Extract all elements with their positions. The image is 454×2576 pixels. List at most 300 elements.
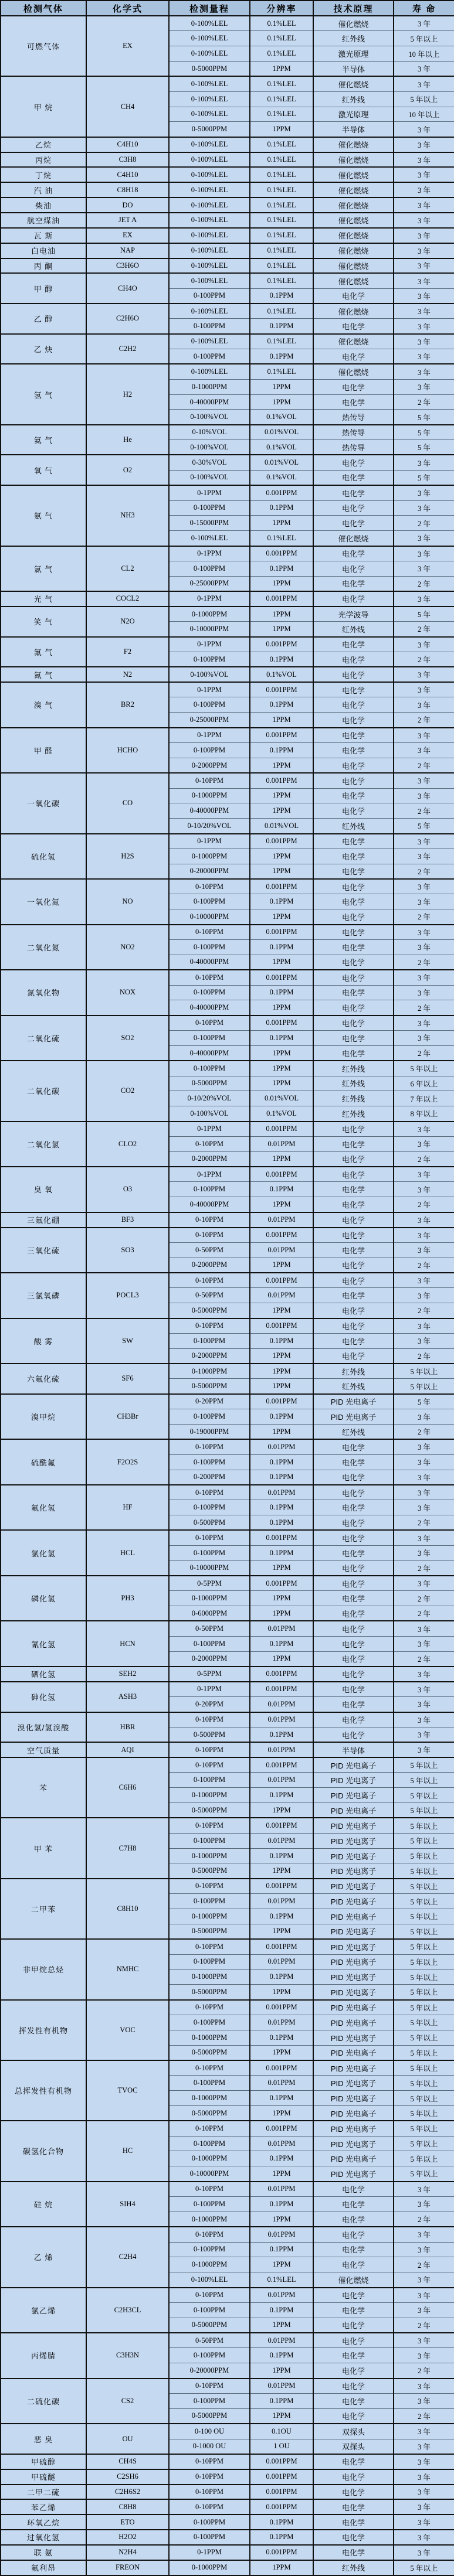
principle-cell: 热传导 xyxy=(313,410,394,425)
principle-cell: 电化学 xyxy=(313,2530,394,2545)
range-cell: 0-10PPM xyxy=(169,2121,250,2136)
resolution-cell: 0.1PPM xyxy=(250,2151,313,2166)
table-row xyxy=(1,1667,454,1682)
resolution-cell: 0.1%LEL xyxy=(250,2272,313,2288)
lifespan-cell: 3 年 xyxy=(394,243,454,258)
principle-cell: PID 光电离子 xyxy=(313,1985,394,2000)
principle-cell: 电化学 xyxy=(313,1591,394,1606)
lifespan-cell: 3 年 xyxy=(394,76,454,91)
resolution-cell: 0.1%LEL xyxy=(250,31,313,46)
range-cell: 0-5000PPM xyxy=(169,62,250,77)
table-row xyxy=(1,2560,454,2575)
range-cell: 0-100PPM xyxy=(169,1182,250,1197)
gas-name-cell: 氧 气 xyxy=(1,455,86,485)
principle-cell: 电化学 xyxy=(313,773,394,788)
principle-cell: PID 光电离子 xyxy=(313,1894,394,1909)
resolution-cell: 0.01%VOL xyxy=(250,455,313,470)
principle-cell: 电化学 xyxy=(313,909,394,925)
lifespan-cell: 3 年 xyxy=(394,1182,454,1197)
resolution-cell: 1PPM xyxy=(250,2408,313,2424)
range-cell: 0-100%LEL xyxy=(169,152,250,168)
lifespan-cell: 5 年以上 xyxy=(394,2151,454,2166)
resolution-cell: 1PPM xyxy=(250,622,313,637)
range-cell: 0-10PPM xyxy=(169,2379,250,2394)
range-cell: 0-10PPM xyxy=(169,2485,250,2500)
resolution-cell: 0.1PPM xyxy=(250,894,313,909)
range-cell: 0-1000 OU xyxy=(169,2439,250,2454)
principle-cell: 电化学 xyxy=(313,743,394,758)
lifespan-cell: 3 年 xyxy=(394,485,454,500)
range-cell: 0-1PPM xyxy=(169,1167,250,1182)
range-cell: 0-1PPM xyxy=(169,2545,250,2560)
principle-cell: 电化学 xyxy=(313,894,394,909)
lifespan-cell: 5 年以上 xyxy=(394,1818,454,1833)
range-cell: 0-5000PPM xyxy=(169,1379,250,1394)
table-row xyxy=(1,1742,454,1757)
lifespan-cell: 5 年以上 xyxy=(394,1954,454,1970)
range-cell: 0-100PPM xyxy=(169,2393,250,2408)
lifespan-cell: 5 年以上 xyxy=(394,91,454,107)
range-cell: 0-10PPM xyxy=(169,1742,250,1757)
principle-cell: 电化学 xyxy=(313,1228,394,1243)
range-cell: 0-100%LEL xyxy=(169,197,250,213)
range-cell: 0-200PPM xyxy=(169,1470,250,1485)
principle-cell: 电化学 xyxy=(313,1621,394,1636)
lifespan-cell: 2 年 xyxy=(394,1591,454,1606)
resolution-cell: 1PPM xyxy=(250,1303,313,1318)
table-row xyxy=(1,637,454,652)
formula-cell: N2O xyxy=(86,606,169,637)
lifespan-cell: 3 年 xyxy=(394,939,454,955)
principle-cell: 电化学 xyxy=(313,1273,394,1288)
lifespan-cell: 3 年 xyxy=(394,197,454,213)
formula-cell: C2H2 xyxy=(86,334,169,364)
gas-name-cell: 乙 烯 xyxy=(1,2227,86,2287)
range-cell: 0-100%LEL xyxy=(169,91,250,107)
resolution-cell: 0.001PPM xyxy=(250,879,313,894)
range-cell: 0-50PPM xyxy=(169,2333,250,2348)
lifespan-cell: 3 年 xyxy=(394,879,454,894)
gas-name-cell: 氦 气 xyxy=(1,425,86,455)
table-row xyxy=(1,182,454,197)
principle-cell: PID 光电离子 xyxy=(313,1848,394,1863)
range-cell: 0-100PPM xyxy=(169,1333,250,1348)
range-cell: 0-40000PPM xyxy=(169,1197,250,1212)
resolution-cell: 1PPM xyxy=(250,1591,313,1606)
formula-cell: BF3 xyxy=(86,1212,169,1228)
range-cell: 0-1PPM xyxy=(169,682,250,697)
principle-cell: 电化学 xyxy=(313,2182,394,2197)
range-cell: 0-10PPM xyxy=(169,2060,250,2076)
formula-cell: EX xyxy=(86,16,169,76)
range-cell: 0-20PPM xyxy=(169,1394,250,1409)
principle-cell: PID 光电离子 xyxy=(313,2166,394,2182)
lifespan-cell: 3 年 xyxy=(394,1576,454,1591)
range-cell: 0-40000PPM xyxy=(169,1045,250,1061)
lifespan-cell: 3 年 xyxy=(394,273,454,288)
gas-name-cell: 二氧化氯 xyxy=(1,1122,86,1167)
lifespan-cell: 3 年 xyxy=(394,2288,454,2303)
principle-cell: 催化燃烧 xyxy=(313,243,394,258)
principle-cell: 电化学 xyxy=(313,667,394,682)
lifespan-cell: 3 年 xyxy=(394,591,454,606)
resolution-cell: 0.1PPM xyxy=(250,1454,313,1470)
gas-name-cell: 丁烷 xyxy=(1,167,86,182)
resolution-cell: 0.001PPM xyxy=(250,591,313,606)
lifespan-cell: 3 年 xyxy=(394,985,454,1000)
range-cell: 0-100%LEL xyxy=(169,167,250,182)
range-cell: 0-100PPM xyxy=(169,1454,250,1470)
resolution-cell: 1PPM xyxy=(250,1924,313,1939)
range-cell: 0-100PPM xyxy=(169,1031,250,1046)
principle-cell: PID 光电离子 xyxy=(313,2015,394,2030)
range-cell: 0-10000PPM xyxy=(169,1560,250,1576)
range-cell: 0-10PPM xyxy=(169,1212,250,1228)
formula-cell: CH4S xyxy=(86,2454,169,2469)
gas-name-cell: 乙 醇 xyxy=(1,304,86,334)
table-row xyxy=(1,773,454,788)
principle-cell: 催化燃烧 xyxy=(313,364,394,379)
range-cell: 0-100 OU xyxy=(169,2424,250,2439)
resolution-cell: 0.01PPM xyxy=(250,2227,313,2242)
table-row xyxy=(1,228,454,243)
principle-cell: 电化学 xyxy=(313,728,394,743)
table-row xyxy=(1,1273,454,1288)
range-cell: 0-10PPM xyxy=(169,2182,250,2197)
lifespan-cell: 2 年 xyxy=(394,1560,454,1576)
resolution-cell: 0.1PPM xyxy=(250,1636,313,1651)
lifespan-cell: 5 年以上 xyxy=(394,2045,454,2060)
range-cell: 0-20000PPM xyxy=(169,864,250,879)
principle-cell: 催化燃烧 xyxy=(313,137,394,152)
resolution-cell: 0.001PPM xyxy=(250,2545,313,2560)
formula-cell: N2H4 xyxy=(86,2545,169,2560)
resolution-cell: 0.1PPM xyxy=(250,652,313,667)
gas-name-cell: 臭 氧 xyxy=(1,1167,86,1212)
lifespan-cell: 3 年 xyxy=(394,2272,454,2288)
range-cell: 0-10PPM xyxy=(169,1439,250,1454)
gas-name-cell: 硒化氢 xyxy=(1,1667,86,1682)
lifespan-cell: 3 年 xyxy=(394,2439,454,2454)
gas-name-cell: 氮 气 xyxy=(1,667,86,682)
range-cell: 0-1PPM xyxy=(169,485,250,500)
table-row xyxy=(1,970,454,985)
resolution-cell: 0.1%LEL xyxy=(250,167,313,182)
resolution-cell: 0.1%LEL xyxy=(250,243,313,258)
gas-name-cell: 苯乙烯 xyxy=(1,2499,86,2514)
principle-cell: 催化燃烧 xyxy=(313,16,394,31)
lifespan-cell: 5 年以上 xyxy=(394,1970,454,1985)
lifespan-cell: 3 年 xyxy=(394,167,454,182)
range-cell: 0-10PPM xyxy=(169,925,250,940)
principle-cell: 电化学 xyxy=(313,1560,394,1576)
range-cell: 0-100PPM xyxy=(169,2197,250,2212)
range-cell: 0-100PPM xyxy=(169,1954,250,1970)
resolution-cell: 1PPM xyxy=(250,2105,313,2121)
resolution-cell: 1PPM xyxy=(250,1606,313,1621)
lifespan-cell: 3 年 xyxy=(394,2499,454,2514)
formula-cell: ASH3 xyxy=(86,1682,169,1712)
lifespan-cell: 5 年以上 xyxy=(394,1985,454,2000)
range-cell: 0-10PPM xyxy=(169,2469,250,2485)
table-row xyxy=(1,334,454,349)
resolution-cell: 0.001PPM xyxy=(250,485,313,500)
principle-cell: 电化学 xyxy=(313,379,394,394)
table-row xyxy=(1,2182,454,2197)
resolution-cell: 0.1PPM xyxy=(250,1909,313,1924)
range-cell: 0-100PPM xyxy=(169,1833,250,1848)
range-cell: 0-1000PPM xyxy=(169,1591,250,1606)
principle-cell: PID 光电离子 xyxy=(313,2000,394,2015)
principle-cell: 电化学 xyxy=(313,1470,394,1485)
resolution-cell: 1PPM xyxy=(250,1364,313,1379)
resolution-cell: 0.1%VOL xyxy=(250,470,313,485)
lifespan-cell: 3 年 xyxy=(394,182,454,197)
lifespan-cell: 2 年 xyxy=(394,1348,454,1364)
range-cell: 0-1000PPM xyxy=(169,788,250,803)
lifespan-cell: 3 年 xyxy=(394,1409,454,1425)
range-cell: 0-10000PPM xyxy=(169,622,250,637)
column-header-gas: 检测气体 xyxy=(1,1,86,16)
lifespan-cell: 3 年 xyxy=(394,1712,454,1727)
range-cell: 0-5PPM xyxy=(169,1576,250,1591)
resolution-cell: 0.01PPM xyxy=(250,1242,313,1258)
principle-cell: PID 光电离子 xyxy=(313,2030,394,2045)
resolution-cell: 1PPM xyxy=(250,864,313,879)
formula-cell: NH3 xyxy=(86,485,169,546)
lifespan-cell: 2 年 xyxy=(394,1606,454,1621)
gas-name-cell: 总挥发性有机物 xyxy=(1,2060,86,2121)
resolution-cell: 0.1PPM xyxy=(250,2197,313,2212)
resolution-cell: 1PPM xyxy=(250,2166,313,2182)
lifespan-cell: 3 年 xyxy=(394,1016,454,1031)
gas-name-cell: 六氟化硫 xyxy=(1,1364,86,1394)
formula-cell: CH3Br xyxy=(86,1394,169,1440)
principle-cell: 半导体 xyxy=(313,1742,394,1757)
resolution-cell: 1PPM xyxy=(250,2257,313,2272)
resolution-cell: 0.1PPM xyxy=(250,2393,313,2408)
range-cell: 0-10/20%VOL xyxy=(169,1091,250,1106)
range-cell: 0-20000PPM xyxy=(169,2363,250,2379)
table-row xyxy=(1,2333,454,2348)
lifespan-cell: 3 年 xyxy=(394,2182,454,2197)
table-row xyxy=(1,258,454,274)
lifespan-cell: 5 年以上 xyxy=(394,2121,454,2136)
lifespan-cell: 5 年以上 xyxy=(394,1939,454,1954)
resolution-cell: 0.01PPM xyxy=(250,1136,313,1151)
resolution-cell: 0.1%LEL xyxy=(250,16,313,31)
principle-cell: 电化学 xyxy=(313,319,394,334)
range-cell: 0-100PPM xyxy=(169,2076,250,2091)
table-row xyxy=(1,2060,454,2076)
range-cell: 0-100PPM xyxy=(169,349,250,364)
range-cell: 0-100PPM xyxy=(169,985,250,1000)
range-cell: 0-1PPM xyxy=(169,1122,250,1137)
lifespan-cell: 3 年 xyxy=(394,546,454,561)
principle-cell: 电化学 xyxy=(313,349,394,364)
principle-cell: 电化学 xyxy=(313,2318,394,2333)
table-row xyxy=(1,1394,454,1409)
range-cell: 0-100%LEL xyxy=(169,531,250,546)
gas-name-cell: 二硫化碳 xyxy=(1,2379,86,2424)
resolution-cell: 0.01PPM xyxy=(250,1439,313,1454)
lifespan-cell: 3 年 xyxy=(394,1545,454,1560)
gas-name-cell: 环氧乙烷 xyxy=(1,2514,86,2530)
gas-name-cell: 氯乙烯 xyxy=(1,2288,86,2333)
table-row xyxy=(1,1167,454,1182)
lifespan-cell: 5 年以上 xyxy=(394,2015,454,2030)
lifespan-cell: 5 年以上 xyxy=(394,1773,454,1788)
resolution-cell: 0.1PPM xyxy=(250,2302,313,2318)
principle-cell: 电化学 xyxy=(313,470,394,485)
principle-cell: 电化学 xyxy=(313,1136,394,1151)
table-row xyxy=(1,2530,454,2545)
resolution-cell: 0.1PPM xyxy=(250,349,313,364)
lifespan-cell: 7 年以上 xyxy=(394,1091,454,1106)
resolution-cell: 0.01PPM xyxy=(250,1212,313,1228)
resolution-cell: 0.1PPM xyxy=(250,561,313,576)
range-cell: 0-1000PPM xyxy=(169,2560,250,2575)
resolution-cell: 0.001PPM xyxy=(250,1167,313,1182)
resolution-cell: 0.001PPM xyxy=(250,1122,313,1137)
resolution-cell: 0.001PPM xyxy=(250,2454,313,2469)
lifespan-cell: 2 年 xyxy=(394,955,454,970)
lifespan-cell: 5 年以上 xyxy=(394,31,454,46)
formula-cell: C8H10 xyxy=(86,1879,169,1939)
gas-name-cell: 甲 醇 xyxy=(1,273,86,304)
resolution-cell: 1PPM xyxy=(250,849,313,864)
principle-cell: 电化学 xyxy=(313,1727,394,1742)
range-cell: 0-20PPM xyxy=(169,1697,250,1712)
resolution-cell: 0.1%LEL xyxy=(250,258,313,274)
lifespan-cell: 3 年 xyxy=(394,1136,454,1151)
gas-name-cell: 二甲苯 xyxy=(1,1879,86,1939)
gas-name-cell: 砷化氢 xyxy=(1,1682,86,1712)
resolution-cell: 0.1PPM xyxy=(250,2091,313,2106)
principle-cell: PID 光电离子 xyxy=(313,1939,394,1954)
lifespan-cell: 3 年 xyxy=(394,2485,454,2500)
formula-cell: C2H4 xyxy=(86,2227,169,2287)
lifespan-cell: 2 年 xyxy=(394,2408,454,2424)
principle-cell: 红外线 xyxy=(313,622,394,637)
principle-cell: 电化学 xyxy=(313,758,394,773)
range-cell: 0-5PPM xyxy=(169,1667,250,1682)
range-cell: 0-100%VOL xyxy=(169,667,250,682)
resolution-cell: 1PPM xyxy=(250,713,313,728)
lifespan-cell: 5 年以上 xyxy=(394,1364,454,1379)
resolution-cell: 0.1PPM xyxy=(250,2348,313,2363)
gas-name-cell: 甲 烷 xyxy=(1,76,86,137)
range-cell: 0-500PPM xyxy=(169,1515,250,1531)
resolution-cell: 1PPM xyxy=(250,2212,313,2227)
principle-cell: 电化学 xyxy=(313,2288,394,2303)
table-row xyxy=(1,1016,454,1031)
principle-cell: 催化燃烧 xyxy=(313,152,394,168)
principle-cell: 电化学 xyxy=(313,788,394,803)
lifespan-cell: 5 年以上 xyxy=(394,2030,454,2045)
lifespan-cell: 5 年以上 xyxy=(394,2060,454,2076)
formula-cell: NOX xyxy=(86,970,169,1016)
principle-cell: 激光原理 xyxy=(313,46,394,62)
principle-cell: 电化学 xyxy=(313,2302,394,2318)
principle-cell: 红外线 xyxy=(313,1424,394,1439)
principle-cell: 电化学 xyxy=(313,2469,394,2485)
range-cell: 0-100%LEL xyxy=(169,46,250,62)
principle-cell: PID 光电离子 xyxy=(313,1909,394,1924)
range-cell: 0-10PPM xyxy=(169,879,250,894)
formula-cell: O2 xyxy=(86,455,169,485)
gas-name-cell: 三氟化硼 xyxy=(1,1212,86,1228)
lifespan-cell: 10 年以上 xyxy=(394,46,454,62)
resolution-cell: 0.1%LEL xyxy=(250,182,313,197)
formula-cell: VOC xyxy=(86,2000,169,2060)
principle-cell: 电化学 xyxy=(313,713,394,728)
formula-cell: C6H6 xyxy=(86,1757,169,1818)
lifespan-cell: 3 年 xyxy=(394,1288,454,1303)
range-cell: 0-100PPM xyxy=(169,1636,250,1651)
lifespan-cell: 8 年以上 xyxy=(394,1106,454,1122)
lifespan-cell: 2 年 xyxy=(394,576,454,591)
formula-cell: NMHC xyxy=(86,1939,169,1999)
lifespan-cell: 2 年 xyxy=(394,1515,454,1531)
resolution-cell: 0.001PPM xyxy=(250,1682,313,1697)
formula-cell: H2 xyxy=(86,364,169,424)
gas-name-cell: 磷化氢 xyxy=(1,1576,86,1621)
resolution-cell: 0.1%LEL xyxy=(250,91,313,107)
gas-name-cell: 氟利昂 xyxy=(1,2560,86,2575)
principle-cell: 半导体 xyxy=(313,122,394,137)
range-cell: 0-100PPM xyxy=(169,561,250,576)
principle-cell: 红外线 xyxy=(313,1379,394,1394)
lifespan-cell: 3 年 xyxy=(394,2424,454,2439)
principle-cell: 电化学 xyxy=(313,1016,394,1031)
range-cell: 0-10/20%VOL xyxy=(169,819,250,834)
principle-cell: 电化学 xyxy=(313,939,394,955)
table-row xyxy=(1,1757,454,1773)
principle-cell: 电化学 xyxy=(313,591,394,606)
gas-name-cell: 二甲二硫 xyxy=(1,2485,86,2500)
principle-cell: PID 光电离子 xyxy=(313,2151,394,2166)
range-cell: 0-10PPM xyxy=(169,970,250,985)
range-cell: 0-1PPM xyxy=(169,834,250,849)
lifespan-cell: 2 年 xyxy=(394,622,454,637)
resolution-cell: 0.001PPM xyxy=(250,773,313,788)
range-cell: 0-100%VOL xyxy=(169,1106,250,1122)
resolution-cell: 0.01PPM xyxy=(250,1894,313,1909)
formula-cell: NO2 xyxy=(86,925,169,970)
resolution-cell: 0.1%LEL xyxy=(250,46,313,62)
lifespan-cell: 5 年以上 xyxy=(394,2560,454,2575)
resolution-cell: 0.001PPM xyxy=(250,970,313,985)
lifespan-cell: 5 年 xyxy=(394,410,454,425)
formula-cell: C8H18 xyxy=(86,182,169,197)
lifespan-cell: 3 年 xyxy=(394,849,454,864)
lifespan-cell: 5 年以上 xyxy=(394,2076,454,2091)
formula-cell: C2H6O xyxy=(86,304,169,334)
lifespan-cell: 3 年 xyxy=(394,2469,454,2485)
range-cell: 0-50PPM xyxy=(169,1288,250,1303)
lifespan-cell: 3 年 xyxy=(394,773,454,788)
range-cell: 0-5000PPM xyxy=(169,1076,250,1091)
gas-name-cell: 二氧化硫 xyxy=(1,1016,86,1061)
table-row xyxy=(1,2121,454,2136)
resolution-cell: 1PPM xyxy=(250,606,313,622)
principle-cell: 电化学 xyxy=(313,1242,394,1258)
column-header-range: 检测量程 xyxy=(169,1,250,16)
resolution-cell: 0.1PPM xyxy=(250,697,313,713)
lifespan-cell: 2 年 xyxy=(394,1258,454,1273)
column-header-principle: 技术原理 xyxy=(313,1,394,16)
